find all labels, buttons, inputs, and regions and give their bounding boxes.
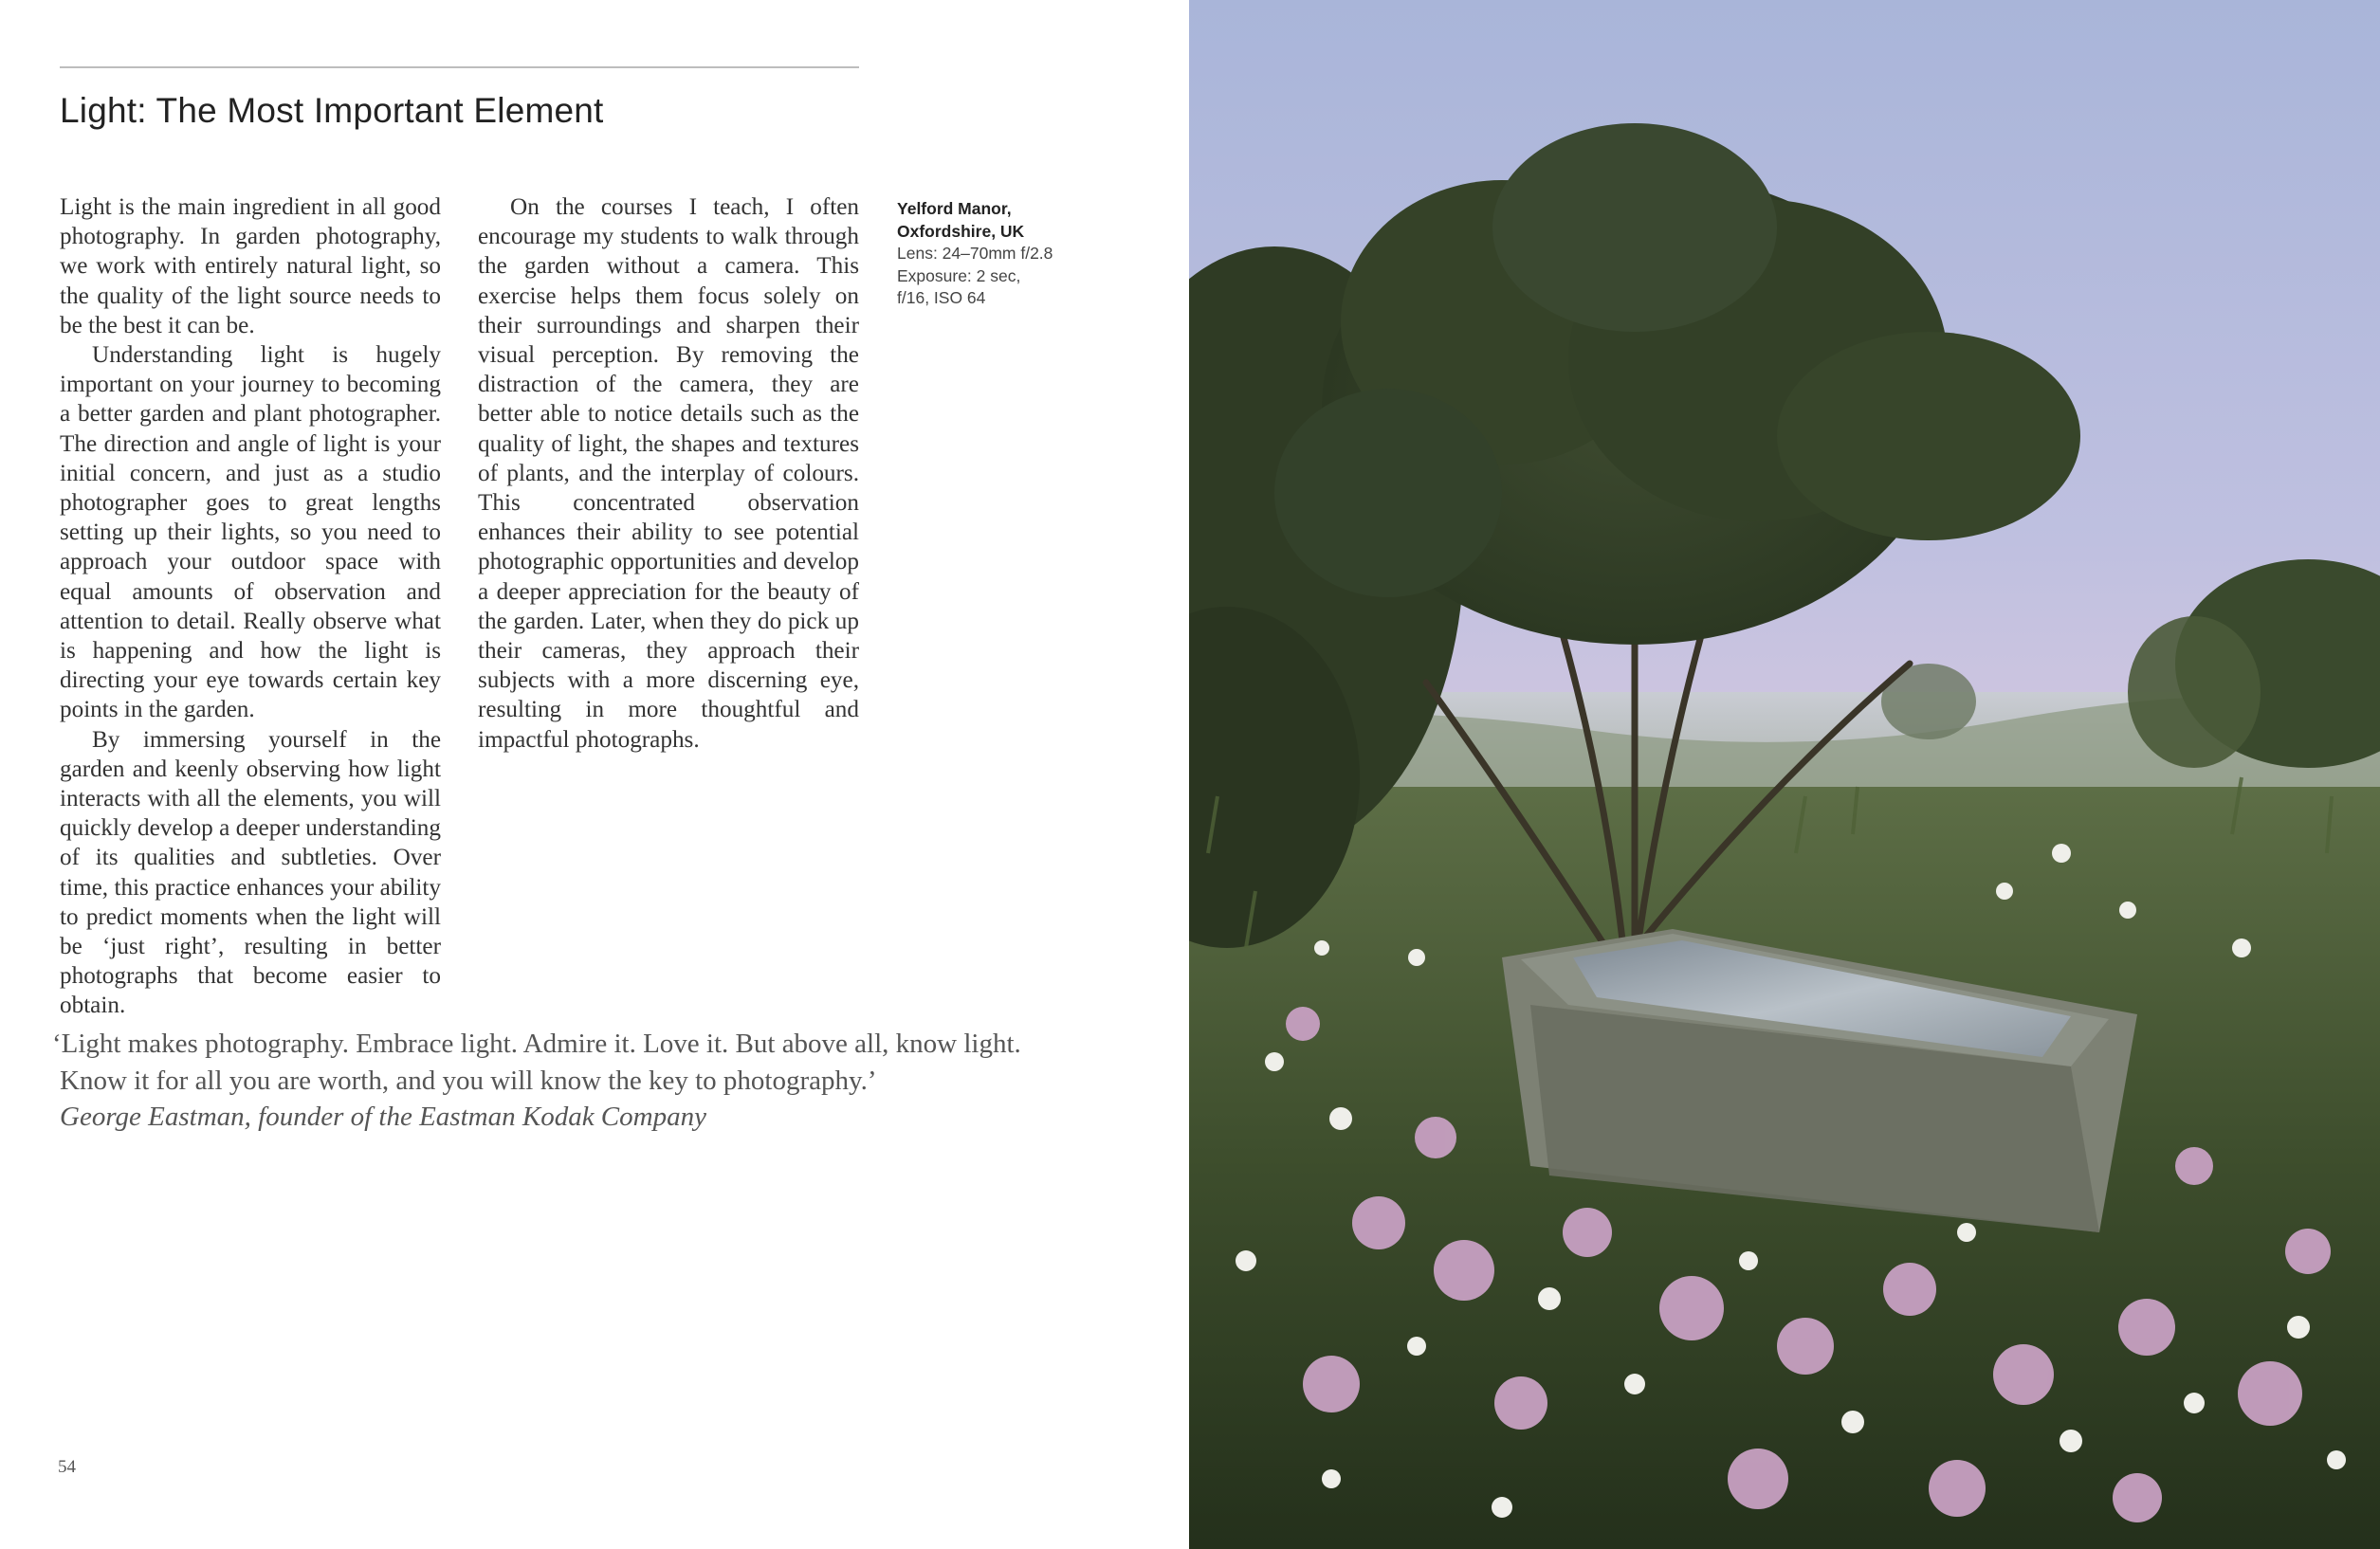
garden-photograph <box>1189 0 2380 1549</box>
paragraph: Light is the main ingredient in all good photography. In garden photography, we work with entirely natural light, so the quality of the light source needs to be the best it can be. <box>60 194 441 338</box>
caption-location: Yelford Manor, <box>897 199 1012 218</box>
body-column-2 <box>478 192 859 755</box>
header-rule <box>60 66 859 68</box>
paragraph: On the courses I teach, I often encourage my students to walk through the garden without a camera. This exercise helps them focus solely on their surroundings and sharpen their visual perception. By removing the distraction of the camera, they are better able to notice details such as the quality of light, the shapes and textures of plants, and the interplay of colours. This concentrated observation enhances their ability to see potential photographic opportunities and develop a deeper appreciation for the beauty of the garden. Later, when they do pick up their cameras, they approach their subjects with a more discerning eye, resulting in more thoughtful and impactful photographs. <box>478 194 859 753</box>
body-column-1 <box>60 192 441 1021</box>
paragraph: By immersing yourself in the garden and keenly observing how light interacts with all the elements, you will quickly develop a deeper understanding of its qualities and subtleties. Over time, this practice enhances your ability to predict moments when the light will be ‘just right’, resulting in better photographs that become easier to obtain. <box>60 726 441 1019</box>
page-number: 54 <box>58 1457 76 1477</box>
caption-exposure: Exposure: 2 sec, <box>897 265 1021 285</box>
garden-photo-illustration <box>1189 0 2380 1549</box>
quote-line: ‘Light makes photography. Embrace light. Admire it. Love it. But above all, know light. <box>52 1029 1021 1059</box>
left-page <box>0 0 1189 1549</box>
pull-quote <box>52 1026 1133 1136</box>
caption-location: Oxfordshire, UK <box>897 221 1025 241</box>
quote-line: Know it for all you are worth, and you will know the key to photography.’ <box>60 1065 877 1096</box>
photo-caption <box>897 198 1096 310</box>
paragraph: Understanding light is hugely important on your journey to becoming a better garden and plant photographer. The direction and angle of light is your initial concern, and just as a studio photographer goes to great lengths setting up their lights, so you need to approach your outdoor space with equal amounts of observation and attention to detail. Really observe what is happening and how the light is directing your eye towards certain key points in the garden. <box>60 342 441 723</box>
caption-exposure: f/16, ISO 64 <box>897 288 986 307</box>
quote-attribution: George Eastman, founder of the Eastman Kodak Company <box>60 1102 706 1132</box>
caption-lens: Lens: 24–70mm f/2.8 <box>897 244 1053 263</box>
page-title: Light: The Most Important Element <box>60 91 604 130</box>
